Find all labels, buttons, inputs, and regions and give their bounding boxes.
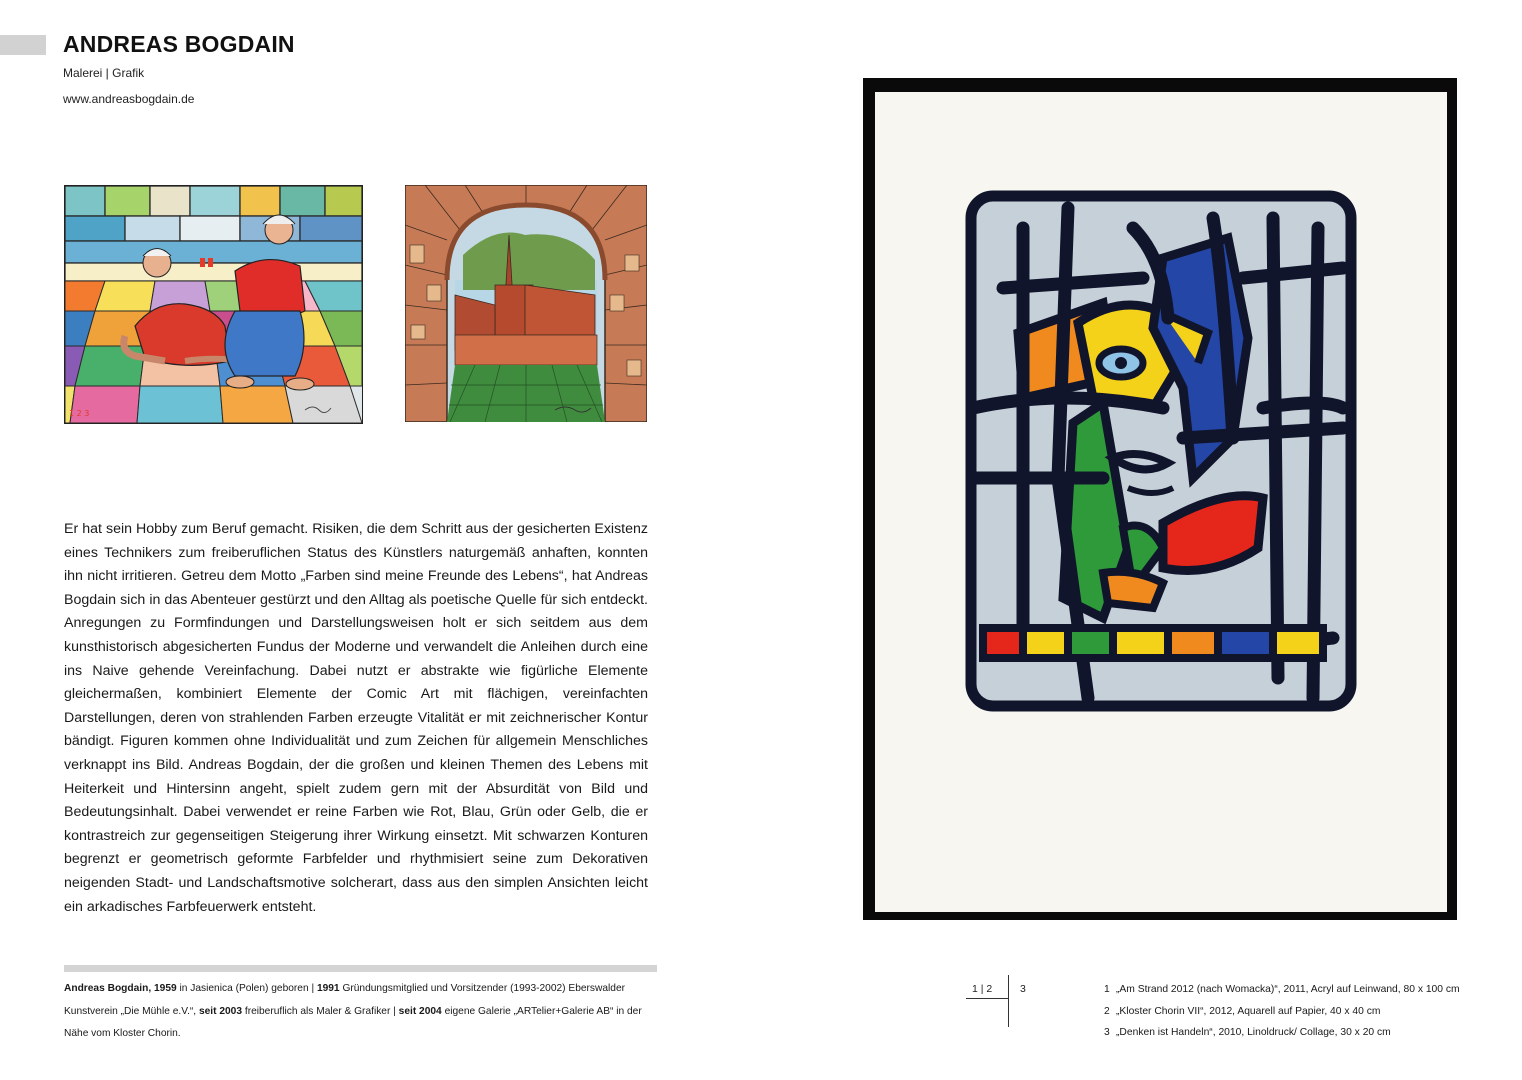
caption-2 — [1104, 1001, 1460, 1023]
artwork-2-image — [405, 185, 647, 422]
artist-name: ANDREAS BOGDAIN — [63, 31, 295, 57]
caption-text: „Kloster Chorin VII“, 2012, Aquarell auf Papier, 40 x 40 cm — [1116, 1005, 1381, 1017]
artist-biography: Er hat sein Hobby zum Beruf gemacht. Risiken, die dem Schritt aus der gesicherten Existenz eines Technikers zum freiberuflichen Status des Künstlers naturgemäß anhaften, konnten ihn nicht irritieren. Getreu dem Motto „Farben sind meine Freunde des Lebens“, hat Andreas Bogdain sich in das Abenteuer gestürzt und den Alltag als poetische Quelle für sich entdeckt. Anregungen zu Formfindungen und Darstellungsweisen holt er sich seitdem aus dem kunsthistorisch abgesicherten Fundus der Moderne und verwandelt die Anleihen durch eine ins Naive gehende Vereinfachung. Dabei nutzt er abstrakte wie figürliche Elemente gleichermaßen, kombiniert Elemente der Comic Art mit flächigen, vereinfachten Darstellungen, deren von strahlenden Farben erzeugte Vitalität er mit zeichnerischer Kontur bändigt. Figuren kommen ohne Individualität und zum Zeichen für allgemein Menschliches verknappt ins Bild. Andreas Bogdain, der die großen und kleinen Themen des Lebens mit Heiterkeit und Hintersinn angeht, spielt zudem gern mit der Absurdität von Bild und Bedeutungsinhalt. Dabei verwendet er reine Farben wie Rot, Blau, Grün oder Gelb, die er kontrastreich zur gegenseitigen Steigerung ihrer Wirkung einsetzt. Mit schwarzen Konturen begrenzt er geometrisch geformte Farbfelder und rhythmisiert seine zum Dekorativen neigenden Stadt- und Landschaftsmotive solcherart, dass aus den simplen Ansichten leicht ein arkadisches Farbfeuerwerk entsteht. — [64, 521, 648, 915]
footer-bio-gallery: eigene Galerie „ARTelier+Galerie AB“ in der Nähe vom Kloster Chorin. — [64, 1005, 642, 1039]
section-tab-mark — [0, 35, 46, 55]
caption-3 — [1104, 1022, 1460, 1044]
artwork-captions — [1104, 979, 1460, 1044]
artwork-1-corner-mark: 1 2 3 — [69, 409, 90, 418]
footer-bio-kunstverein: Gründungsmitglied und Vorsitzender (1993-2002) Eberswalder Kunstverein „Die Mühle e.V.“, — [64, 983, 626, 1017]
caption-number: 3 — [1104, 1027, 1110, 1038]
caption-1 — [1104, 979, 1460, 1001]
artwork-3-image — [863, 78, 1457, 920]
page-number-divider-vertical — [1008, 975, 1009, 1027]
caption-number: 2 — [1104, 1005, 1110, 1017]
caption-text: „Denken ist Handeln“, 2010, Linoldruck/ Collage, 30 x 20 cm — [1116, 1027, 1391, 1038]
page-number-divider-horizontal — [966, 998, 1008, 999]
footer-divider — [64, 965, 657, 972]
artist-website-link[interactable]: www.andreasbogdain.de — [63, 92, 195, 106]
footer-bio-year-1991: 1991 — [316, 983, 340, 994]
artwork-1-image — [64, 185, 363, 424]
artist-discipline: Malerei | Grafik — [63, 66, 145, 80]
page-number-left: 1 | 2 — [972, 983, 993, 995]
caption-number: 1 — [1104, 984, 1110, 995]
footer-bio-freelance: freiberuflich als Maler & Grafiker | — [242, 1005, 399, 1017]
caption-text: „Am Strand 2012 (nach Womacka)“, 2011, Acryl auf Leinwand, 80 x 100 cm — [1116, 984, 1460, 995]
footer-bio-since-2003: seit 2003 — [198, 1005, 243, 1017]
footer-bio-birthplace: in Jasienica (Polen) geboren | — [176, 983, 317, 994]
footer-bio-since-2004: seit 2004 — [398, 1005, 442, 1017]
footer-biography — [64, 978, 664, 1046]
footer-bio-birth: Andreas Bogdain, 1959 — [64, 983, 177, 994]
page-number-right: 3 — [1020, 983, 1026, 995]
